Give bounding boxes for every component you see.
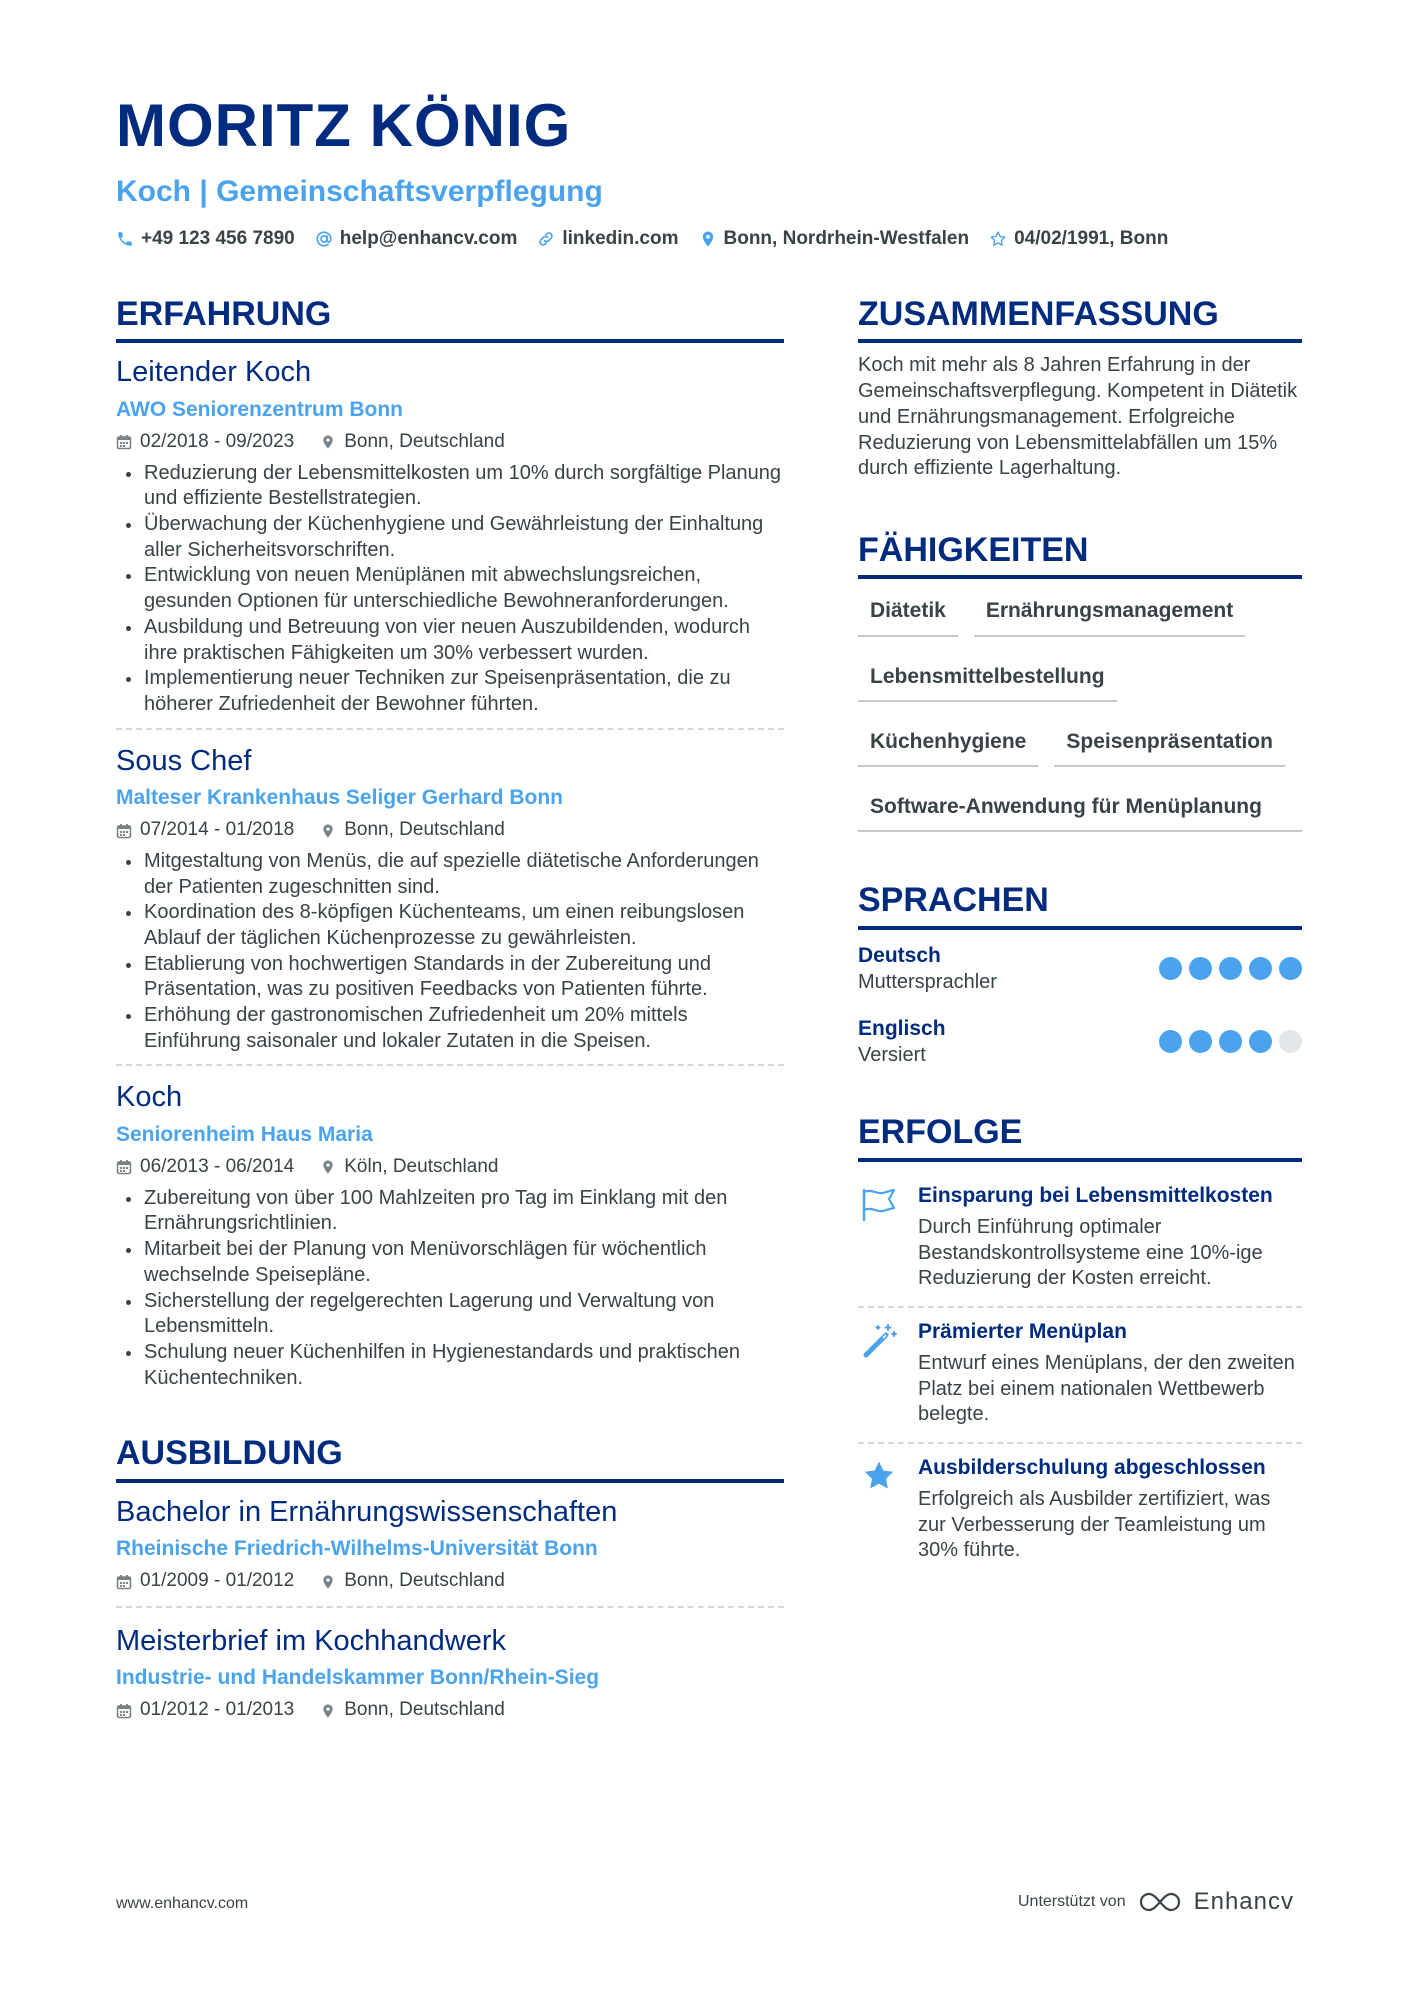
job-bullet: Überwachung der Küchenhygiene und Gewährleistung der Einhaltung aller Sicherheitsvorschriften. <box>116 512 784 563</box>
contact-phone-text: +49 123 456 7890 <box>141 228 295 249</box>
at-icon <box>315 230 333 248</box>
job-bullet: Mitgestaltung von Menüs, die auf spezielle diätetische Anforderungen der Patienten zugeschnitten sind. <box>116 849 784 900</box>
achievement-text: Entwurf eines Menüplans, der den zweiten Platz bei einem nationalen Wettbewerb belegte. <box>918 1351 1295 1426</box>
job-meta <box>116 818 784 843</box>
calendar-icon <box>116 434 132 450</box>
calendar-icon <box>116 1703 132 1719</box>
job-company: Malteser Krankenhaus Seliger Gerhard Bonn <box>116 785 563 809</box>
job-title: Leitender Koch <box>116 356 312 389</box>
job-bullet: Mitarbeit bei der Planung von Menüvorschlägen für wöchentlich wechselnde Speisepläne. <box>116 1237 784 1288</box>
language-name: Deutsch <box>858 943 941 967</box>
right-column <box>858 296 1302 1578</box>
education-location <box>320 1698 505 1723</box>
achievement-text: Erfolgreich als Ausbilder zertifiziert, was zur Verbesserung der Teamleistung um 30% führte. <box>918 1488 1271 1562</box>
skills-section-title: FÄHIGKEITEN <box>858 532 1302 579</box>
contact-bar <box>116 228 1168 250</box>
achievement-entry <box>858 1444 1302 1578</box>
rating-dot <box>1159 1030 1182 1053</box>
location-icon <box>320 823 336 839</box>
location-icon <box>320 1574 336 1590</box>
education-location <box>320 1569 505 1594</box>
contact-phone <box>116 228 295 250</box>
job-dates <box>116 1155 294 1180</box>
education-dates <box>116 1569 294 1594</box>
experience-entry <box>116 1078 784 1401</box>
job-location-text: Bonn, Deutschland <box>344 819 505 841</box>
job-bullet: Erhöhung der gastronomischen Zufriedenheit um 20% mittels Einführung saisonaler und lokaler Zutaten in die Speisen. <box>116 1003 784 1054</box>
rating-dot <box>1189 957 1212 980</box>
language-rating <box>1159 957 1302 980</box>
link-icon <box>537 230 555 248</box>
star-icon <box>861 1458 897 1494</box>
job-location <box>320 1155 498 1180</box>
skills-list <box>858 589 1302 832</box>
location-icon <box>320 434 336 450</box>
job-title: Sous Chef <box>116 744 252 777</box>
contact-location-text: Bonn, Nordrhein-Westfalen <box>723 228 970 249</box>
rating-dot <box>1249 1030 1272 1053</box>
languages-section-title: SPRACHEN <box>858 882 1302 929</box>
skill-tag: Küchenhygiene <box>858 720 1038 767</box>
job-bullets <box>116 461 784 718</box>
education-entry <box>116 1493 784 1608</box>
job-meta <box>116 1155 784 1180</box>
rating-dot <box>1249 957 1272 980</box>
location-icon <box>699 230 717 248</box>
contact-birth <box>989 228 1168 250</box>
education-location-text: Bonn, Deutschland <box>344 1570 505 1592</box>
experience-section-title: ERFAHRUNG <box>116 296 784 343</box>
summary-text: Koch mit mehr als 8 Jahren Erfahrung in der Gemeinschaftsverpflegung. Kompetent in Diätetik und Ernährungsmanagement. Erfolgreiche Reduzierung von Lebensmittelabfällen um 15% durch effiziente Lagerhaltung. <box>858 354 1298 480</box>
language-level: Muttersprachler <box>858 971 997 994</box>
job-location <box>320 430 505 455</box>
rating-dot <box>1219 957 1242 980</box>
phone-icon <box>116 230 134 248</box>
job-bullet: Ausbildung und Betreuung von vier neuen Auszubildenden, wodurch ihre praktischen Fähigkeiten um 30% verbessert wurden. <box>116 615 784 666</box>
degree-title: Meisterbrief im Kochhandwerk <box>116 1624 507 1657</box>
skill-tag: Ernährungsmanagement <box>974 589 1245 636</box>
achievement-entry <box>858 1172 1302 1308</box>
achievement-text: Durch Einführung optimaler Bestandskontrollsysteme eine 10%-ige Reduzierung der Kosten erreicht. <box>918 1215 1263 1290</box>
job-dates-text: 06/2013 - 06/2014 <box>140 1156 295 1178</box>
job-location-text: Köln, Deutschland <box>344 1156 499 1178</box>
rating-dot <box>1189 1030 1212 1053</box>
language-entry <box>858 1015 1302 1068</box>
job-bullet: Entwicklung von neuen Menüplänen mit abwechslungsreichen, gesunden Optionen für unterschiedliche Bewohneranforderungen. <box>116 563 784 614</box>
education-section-title: AUSBILDUNG <box>116 1435 784 1482</box>
location-icon <box>320 1703 336 1719</box>
location-icon <box>320 1159 336 1175</box>
education-dates-text: 01/2012 - 01/2013 <box>140 1699 295 1721</box>
job-company: Seniorenheim Haus Maria <box>116 1122 373 1146</box>
star-outline-icon <box>989 230 1007 248</box>
brand-name: Enhancv <box>1193 1888 1294 1915</box>
contact-email[interactable] <box>315 228 518 250</box>
school-name: Rheinische Friedrich-Wilhelms-Universität Bonn <box>116 1536 598 1560</box>
summary-section-title: ZUSAMMENFASSUNG <box>858 296 1302 343</box>
experience-entry <box>116 742 784 1067</box>
calendar-icon <box>116 1159 132 1175</box>
language-rating <box>1159 1030 1302 1053</box>
contact-birth-text: 04/02/1991, Bonn <box>1014 228 1169 249</box>
education-dates <box>116 1698 294 1723</box>
footer-branding <box>1018 1888 1294 1916</box>
rating-dot <box>1159 957 1182 980</box>
achievement-title: Prämierter Menüplan <box>918 1319 1127 1343</box>
skill-tag: Software-Anwendung für Menüplanung <box>858 785 1302 832</box>
education-dates-text: 01/2009 - 01/2012 <box>140 1570 295 1592</box>
job-dates <box>116 430 294 455</box>
job-bullet: Etablierung von hochwertigen Standards in der Zubereitung und Präsentation, was zu positiven Feedbacks von Patienten führte. <box>116 952 784 1003</box>
skill-tag: Speisenpräsentation <box>1054 720 1285 767</box>
footer-website[interactable]: www.enhancv.com <box>116 1895 249 1912</box>
education-location-text: Bonn, Deutschland <box>344 1699 505 1721</box>
job-dates-text: 02/2018 - 09/2023 <box>140 430 295 452</box>
candidate-name: MORITZ KÖNIG <box>116 92 572 159</box>
education-meta <box>116 1698 784 1723</box>
education-meta <box>116 1569 784 1594</box>
achievement-title: Einsparung bei Lebensmittelkosten <box>918 1183 1273 1207</box>
job-title: Koch <box>116 1081 183 1114</box>
job-bullet: Reduzierung der Lebensmittelkosten um 10% durch sorgfältige Planung und effiziente Bestellstrategien. <box>116 461 784 512</box>
job-bullet: Sicherstellung der regelgerechten Lagerung und Verwaltung von Lebensmitteln. <box>116 1289 784 1340</box>
job-bullet: Schulung neuer Küchenhilfen in Hygienestandards und praktischen Küchentechniken. <box>116 1340 784 1391</box>
job-location-text: Bonn, Deutschland <box>344 430 505 452</box>
contact-location <box>699 228 970 250</box>
job-bullet: Implementierung neuer Techniken zur Speisenpräsentation, die zu höherer Zufriedenheit der Bewohner führten. <box>116 666 784 717</box>
enhancv-logo-icon <box>1138 1890 1182 1914</box>
language-level: Versiert <box>858 1044 926 1067</box>
calendar-icon <box>116 1574 132 1590</box>
contact-linkedin-text: linkedin.com <box>562 228 679 249</box>
contact-linkedin[interactable] <box>537 228 678 250</box>
job-bullets <box>116 849 784 1055</box>
skill-tag: Lebensmittelbestellung <box>858 655 1117 702</box>
rating-dot <box>1279 957 1302 980</box>
job-dates <box>116 818 294 843</box>
job-bullets <box>116 1186 784 1392</box>
skill-tag: Diätetik <box>858 589 958 636</box>
language-entry <box>858 942 1302 995</box>
job-meta <box>116 430 784 455</box>
language-name: Englisch <box>858 1017 946 1041</box>
powered-by-label: Unterstützt von <box>1017 1893 1126 1910</box>
contact-email-text: help@enhancv.com <box>339 228 518 249</box>
job-bullet: Koordination des 8-köpfigen Küchenteams, um einen reibungslosen Ablauf der täglichen Küchenprozesse zu gewährleisten. <box>116 900 784 951</box>
job-company: AWO Seniorenzentrum Bonn <box>116 397 404 421</box>
rating-dot <box>1219 1030 1242 1053</box>
rating-dot <box>1279 1030 1302 1053</box>
achievements-section-title: ERFOLGE <box>858 1114 1302 1161</box>
experience-entry <box>116 353 784 729</box>
achievement-title: Ausbilderschulung abgeschlossen <box>918 1456 1266 1480</box>
job-bullet: Zubereitung von über 100 Mahlzeiten pro Tag im Einklang mit den Ernährungsrichtlinien. <box>116 1186 784 1237</box>
school-name: Industrie- und Handelskammer Bonn/Rhein-Sieg <box>116 1666 600 1690</box>
candidate-subtitle: Koch | Gemeinschaftsverpflegung <box>116 175 603 208</box>
calendar-icon <box>116 823 132 839</box>
education-entry <box>116 1622 784 1735</box>
flag-icon <box>860 1186 898 1222</box>
job-dates-text: 07/2014 - 01/2018 <box>140 819 295 841</box>
job-location <box>320 818 505 843</box>
magic-wand-icon <box>861 1322 897 1358</box>
left-column <box>116 296 784 1735</box>
achievement-entry <box>858 1308 1302 1444</box>
degree-title: Bachelor in Ernährungswissenschaften <box>116 1495 618 1528</box>
